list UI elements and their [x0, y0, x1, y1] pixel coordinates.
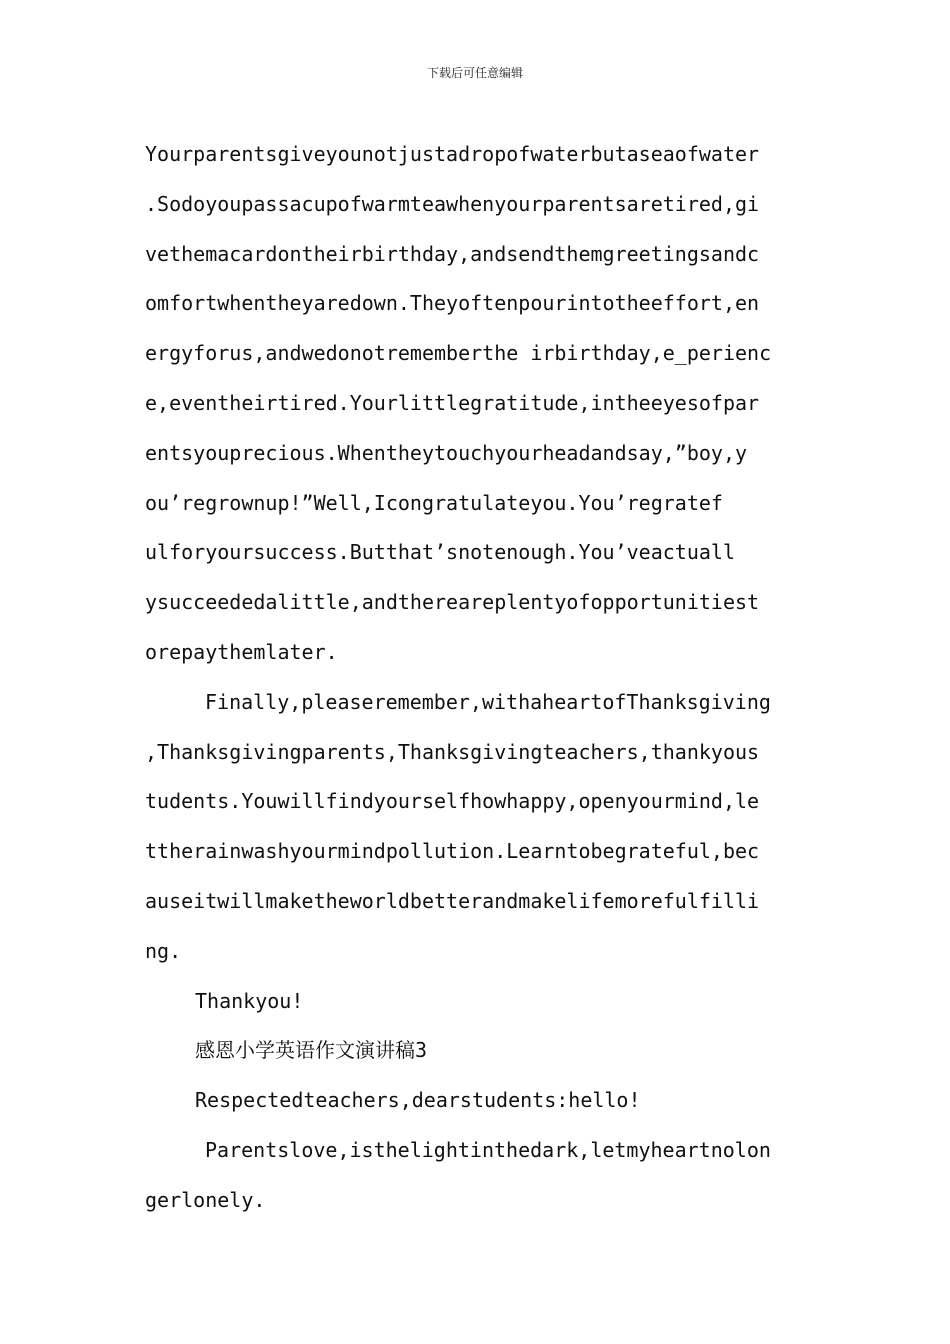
- text-line: ttherainwashyourmindpollution.Learntobegrateful,bec: [145, 839, 760, 864]
- greeting-line: Respectedteachers,dearstudents:hello!: [195, 1088, 641, 1113]
- text-line: gerlonely.: [145, 1187, 266, 1212]
- text-line: ,Thanksgivingparents,Thanksgivingteachers,thankyous: [145, 739, 760, 764]
- text-line: e,eventheirtired.Yourlittlegratitude,intheeyesofpar: [145, 390, 760, 415]
- closing-thanks: Thankyou!: [195, 988, 304, 1013]
- document-body: [145, 130, 825, 1226]
- text-line: Finally,pleaseremember,withaheartofThanksgiving: [205, 689, 771, 714]
- text-line: ng.: [145, 938, 182, 963]
- text-line: tudents.Youwillfindyourselfhowhappy,openyourmind,le: [145, 789, 760, 814]
- section-title: 感恩小学英语作文演讲稿3: [195, 1038, 428, 1063]
- paragraph-2: [145, 678, 825, 977]
- text-line: ysucceededalittle,andthereareplentyofopportunitiest: [145, 590, 760, 615]
- page-header: 下载后可任意编辑: [426, 66, 523, 80]
- text-line: vethemacardontheirbirthday,andsendthemgreetingsandc: [145, 241, 760, 266]
- text-line: auseitwillmaketheworldbetterandmakelifemorefulfilli: [145, 888, 760, 913]
- text-line: .Sodoyoupassacupofwarmteawhenyourparentsaretired,gi: [145, 191, 760, 216]
- text-line: Yourparentsgiveyounotjustadropofwaterbutaseaofwater: [145, 142, 760, 166]
- text-line: ergyforus,andwedonotrememberthe irbirthday,e_perienc: [145, 341, 772, 366]
- text-line: Parentslove,isthelightinthedark,letmyheartnolon: [205, 1137, 771, 1162]
- text-line: orepaythemlater.: [145, 639, 338, 664]
- text-line: ulforyoursuccess.Butthat’snotenough.You’veactuall: [145, 540, 736, 565]
- text-line: ou’regrownup!”Well,Icongratulateyou.You’regratef: [145, 490, 723, 515]
- paragraph-3: [145, 1126, 825, 1226]
- paragraph-1: [145, 130, 825, 678]
- text-line: entsyouprecious.Whentheytouchyourheadandsay,”boy,y: [145, 440, 748, 465]
- text-line: omfortwhentheyaredown.Theyoftenpourintotheeffort,en: [145, 291, 760, 316]
